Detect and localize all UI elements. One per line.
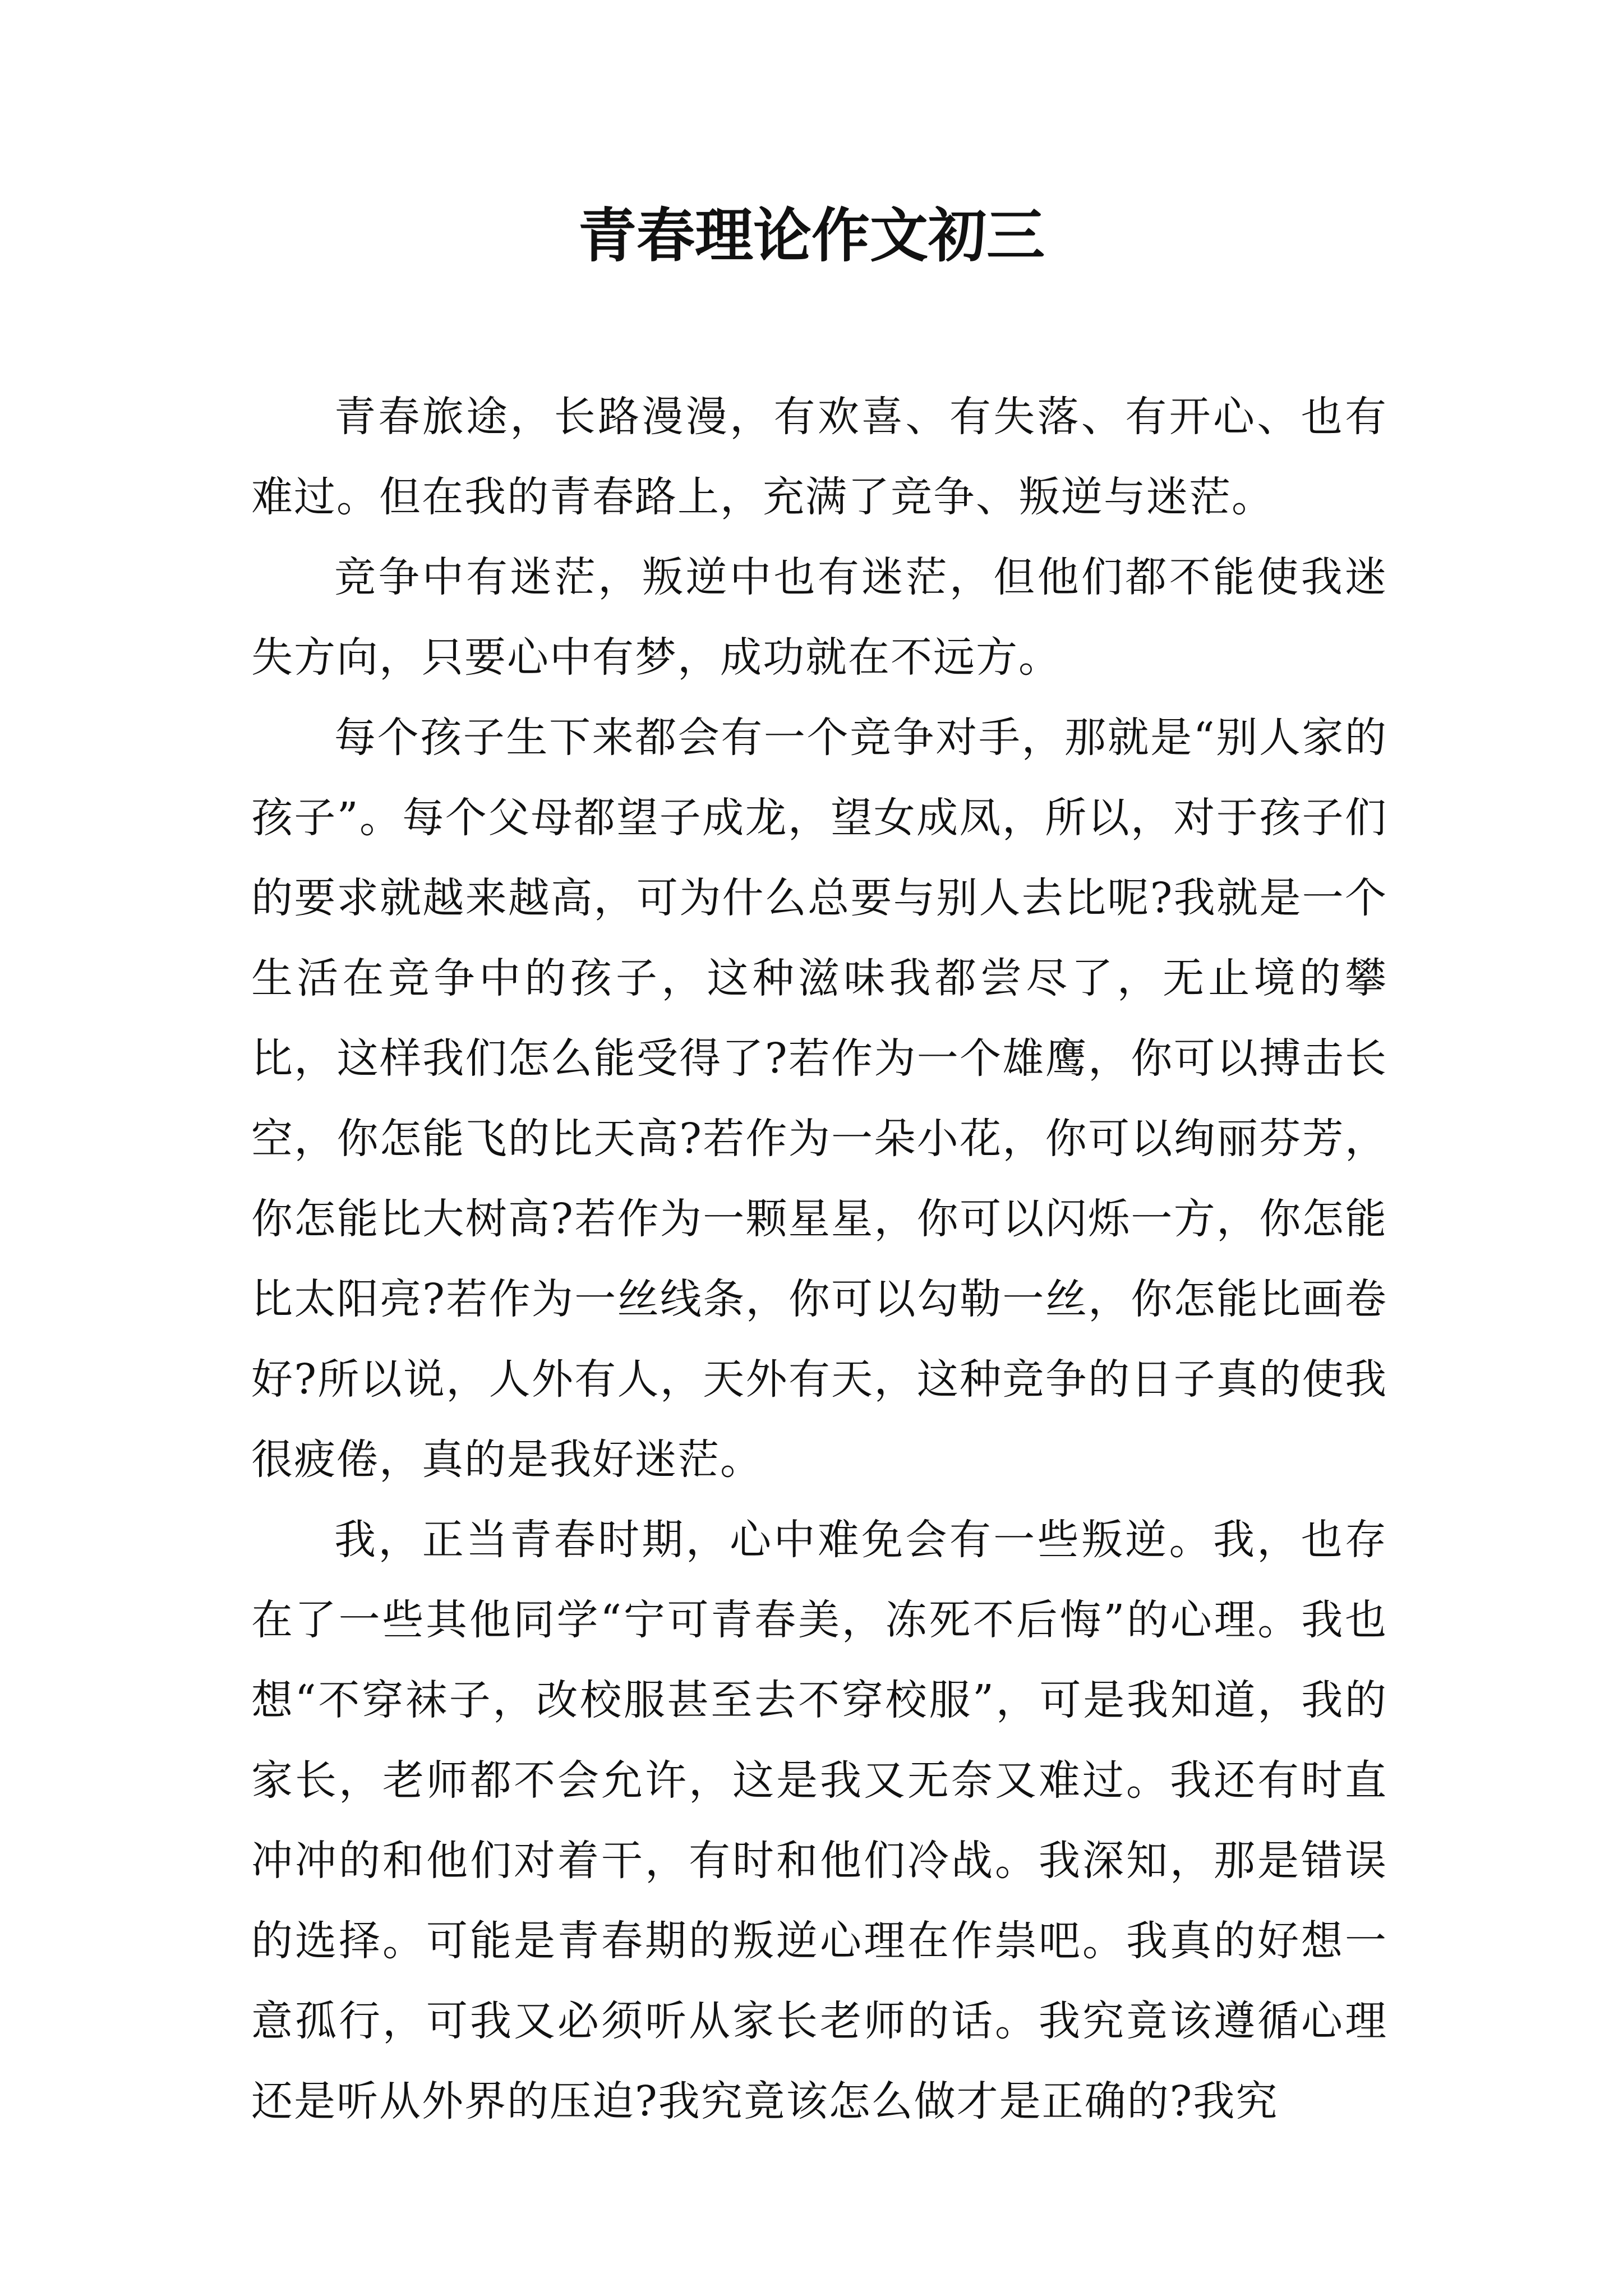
paragraph: 竞争中有迷茫，叛逆中也有迷茫，但他们都不能使我迷失方向，只要心中有梦，成功就在不远方。 [251,553,1387,682]
paragraph: 每个孩子生下来都会有一个竞争对手，那就是“别人家的孩子”。每个父母都望子成龙，望女成凤，所以，对于孩子们的要求就越来越高，可为什么总要与别人去比呢?我就是一个生活在竞争中的孩子，这种滋味我都尝尽了，无止境的攀比，这样我们怎么能受得了?若作为一个雄鹰，你可以搏击长空，你怎能飞的比天高?若作为一朵小花，你可以绚丽芬芳，你怎能比大树高?若作为一颗星星，你可以闪烁一方，你怎能比太阳亮?若作为一丝线条，你可以勾勒一丝，你怎能比画卷好?所以说，人外有人，天外有天，这种竞争的日子真的使我很疲倦，真的是我好迷茫。 [251,714,1387,1484]
paragraph: 青春旅途，长路漫漫，有欢喜、有失落、有开心、也有难过。但在我的青春路上，充满了竞争、叛逆与迷茫。 [251,393,1387,521]
document-body [251,377,1387,2142]
document-title: 青春理论作文初三 [578,201,1045,270]
paragraph: 我，正当青春时期，心中难免会有一些叛逆。我，也存在了一些其他同学“宁可青春美，冻死不后悔”的心理。我也想“不穿袜子，改校服甚至去不穿校服”，可是我知道，我的家长，老师都不会允许，这是我又无奈又难过。我还有时直冲冲的和他们对着干，有时和他们冷战。我深知，那是错误的选择。可能是青春期的叛逆心理在作祟吧。我真的好想一意孤行，可我又必须听从家长老师的话。我究竟该遵循心理还是听从外界的压迫?我究竟该怎么做才是正确的?我究 [251,1516,1387,2125]
